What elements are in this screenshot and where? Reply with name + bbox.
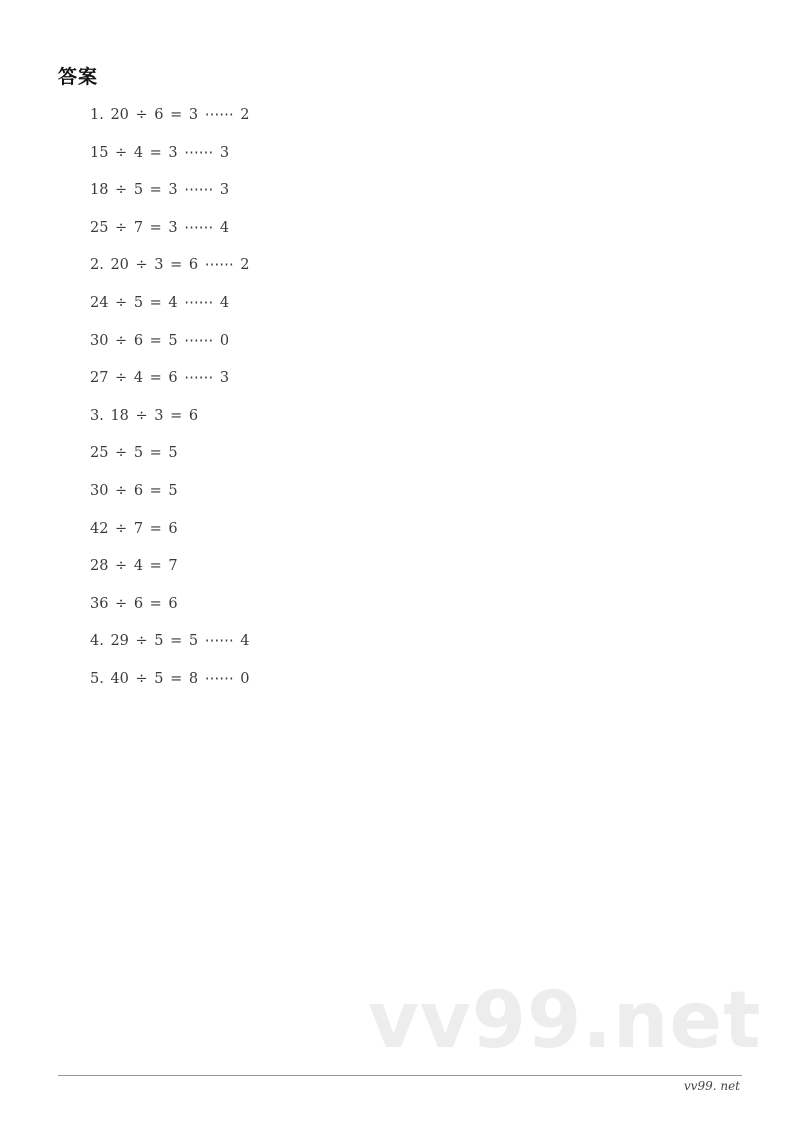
answer-line: 28 ÷ 4 = 7: [90, 558, 178, 575]
answer-line: 25 ÷ 5 = 5: [90, 445, 178, 462]
answer-line: 5. 40 ÷ 5 = 8 ⋯⋯ 0: [90, 670, 250, 687]
answer-line: 24 ÷ 5 = 4 ⋯⋯ 4: [90, 294, 230, 311]
answer-line: 2. 20 ÷ 3 = 6 ⋯⋯ 2: [90, 257, 250, 274]
footer-divider: [58, 1075, 742, 1076]
answer-line: 18 ÷ 5 = 3 ⋯⋯ 3: [90, 182, 230, 199]
answer-line: 42 ÷ 7 = 6: [90, 520, 178, 537]
answer-line: 15 ÷ 4 = 3 ⋯⋯ 3: [90, 144, 230, 161]
answer-line: 25 ÷ 7 = 3 ⋯⋯ 4: [90, 219, 230, 236]
footer-site-label: vv99. net: [683, 1079, 740, 1093]
watermark: vv99.net: [368, 976, 762, 1066]
answer-line: 1. 20 ÷ 6 = 3 ⋯⋯ 2: [90, 107, 250, 123]
answer-line: 4. 29 ÷ 5 = 5 ⋯⋯ 4: [90, 633, 250, 650]
answer-line: 3. 18 ÷ 3 = 6: [90, 407, 199, 424]
answer-line: 27 ÷ 4 = 6 ⋯⋯ 3: [90, 370, 230, 387]
answer-list: [90, 103, 250, 705]
answer-line: 30 ÷ 6 = 5 ⋯⋯ 0: [90, 332, 230, 349]
page-title: 答案: [58, 66, 99, 88]
answer-line: 30 ÷ 6 = 5: [90, 482, 178, 499]
answer-line: 36 ÷ 6 = 6: [90, 595, 178, 612]
